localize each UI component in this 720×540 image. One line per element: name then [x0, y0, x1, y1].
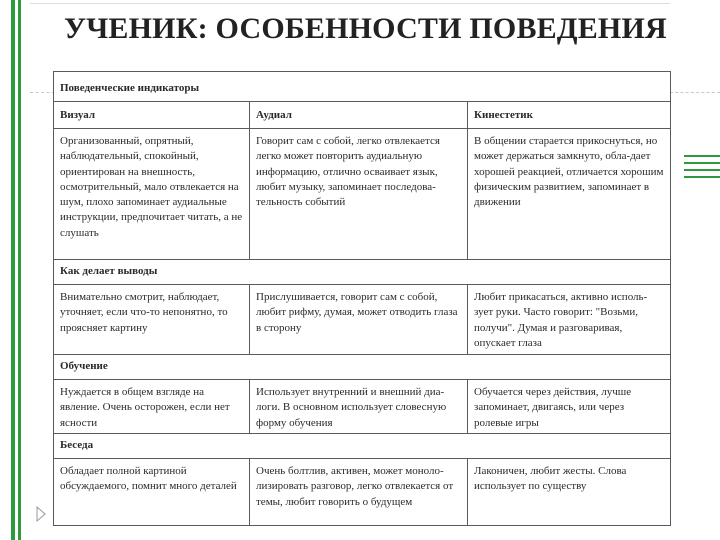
- learning-visual: Нуждается в общем взгляде на явление. Очень осторожен, если нет ясности: [54, 380, 250, 434]
- conversation-visual: Обладает полной картиной обсуждаемого, помнит много деталей: [54, 459, 250, 526]
- learning-audial: Использует внутренний и внешний диа-логи. В основном использует словесную форму обучения: [250, 380, 468, 434]
- section-conversation-header: Беседа: [54, 434, 671, 459]
- left-accent-bars: [0, 0, 24, 540]
- divider-right: [670, 92, 720, 93]
- section-learning-header: Обучение: [54, 355, 671, 380]
- column-audial-header: Аудиал: [250, 102, 468, 129]
- section-conclusions-header: Как делает выводы: [54, 260, 671, 285]
- divider-left: [30, 92, 55, 93]
- conversation-kinesthetic: Лаконичен, любит жесты. Слова использует по существу: [468, 459, 671, 526]
- slide-title: УЧЕНИК: ОСОБЕННОСТИ ПОВЕДЕНИЯ: [64, 12, 667, 45]
- conclusions-audial: Прислушивается, говорит сам с собой, любит рифму, думая, может отводить глаза в сторону: [250, 285, 468, 355]
- column-kinesthetic-header: Кинестетик: [468, 102, 671, 129]
- audial-traits: Говорит сам с собой, легко отвлекается легко может повторить аудиальную информацию, отлично осваивает язык, любит музыку, запоминает последова-тельность событий: [250, 129, 468, 260]
- behavior-table: [53, 71, 671, 526]
- kinesthetic-traits: В общении старается прикоснуться, но может держаться замкнуто, обла-дает хорошей реакцией, отличается хорошим физическим развитием, запоминает в движении: [468, 129, 671, 260]
- visual-traits: Организованный, опрятный, наблюдательный, спокойный, ориентирован на внешность, осмотрительный, мало отвлекается на шум, плохо запоминает аудиальные инструкции, предпочитает читать, а не слушать: [54, 129, 250, 260]
- conversation-audial: Очень болтлив, активен, может моноло-лизировать разговор, легко отвлекается от темы, любит говорить о будущем: [250, 459, 468, 526]
- column-visual-header: Визуал: [54, 102, 250, 129]
- learning-kinesthetic: Обучается через действия, лучше запоминает, двигаясь, или через ролевые игры: [468, 380, 671, 434]
- conclusions-visual: Внимательно смотрит, наблюдает, уточняет, если что-то непонятно, то проясняет картину: [54, 285, 250, 355]
- indicators-header: Поведенческие индикаторы: [54, 72, 671, 102]
- conclusions-kinesthetic: Любит прикасаться, активно исполь-зует руки. Часто говорит: "Возьми, получи". Думая и разговаривая, опускает глаза: [468, 285, 671, 355]
- slide-arrow-icon: [36, 506, 46, 522]
